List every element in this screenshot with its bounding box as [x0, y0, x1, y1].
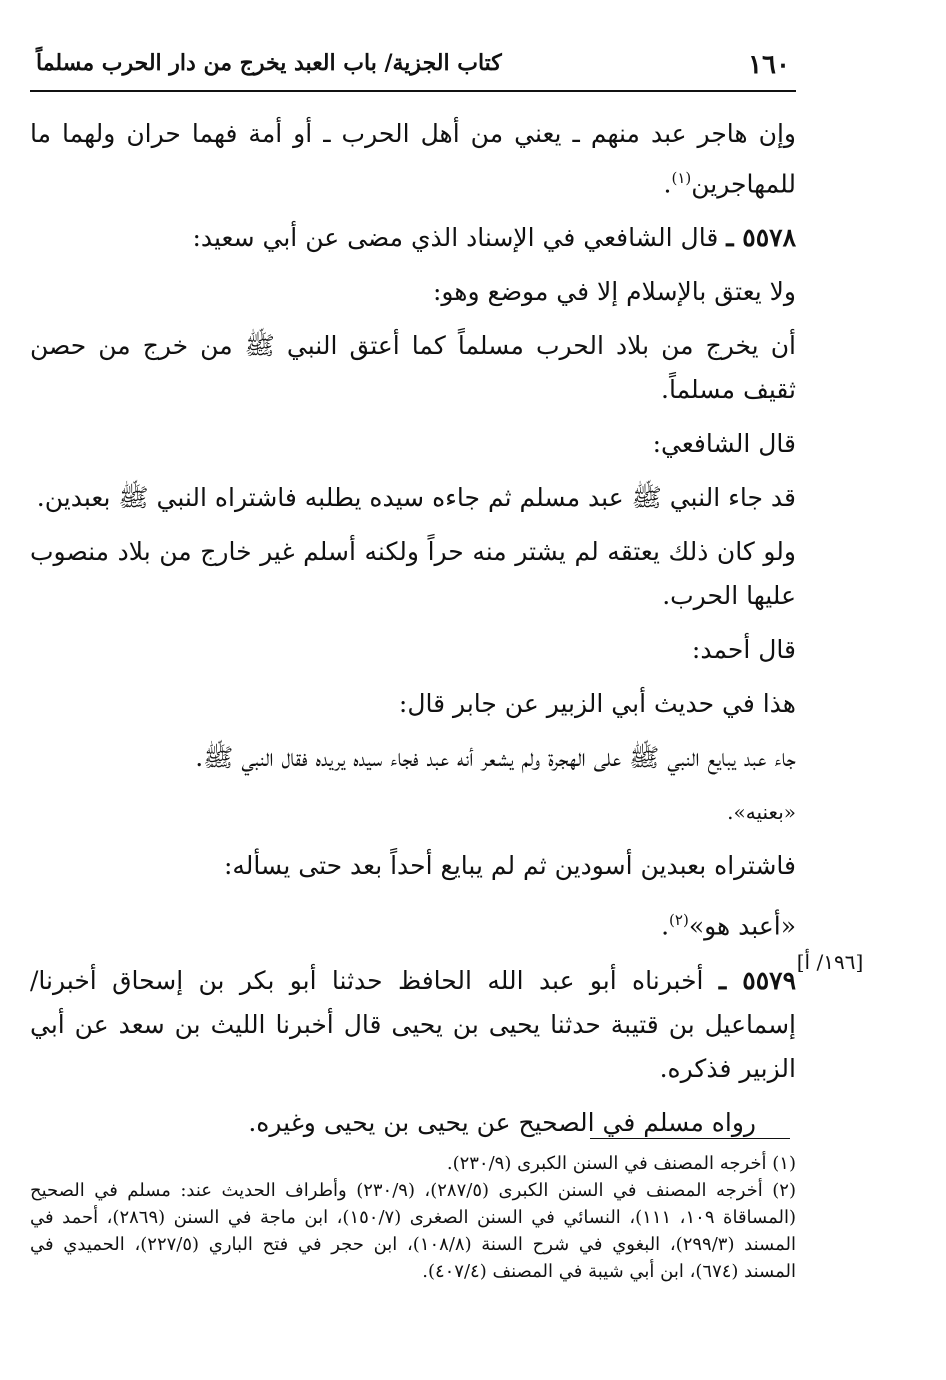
page-header: [30, 38, 796, 92]
footnote-1: (١) أخرجه المصنف في السنن الكبرى (٢٣٠/٩).: [446, 1153, 796, 1174]
paragraph-bought: فاشتراه بعبدين أسودين ثم لم يبايع أحداً بعد حتى يسأله:: [223, 851, 796, 881]
paragraph-hijra-end: .: [663, 169, 672, 199]
hadith-5579: [30, 959, 796, 1091]
paragraph-two-slaves: قد جاء النبي ﷺ عبد مسلم ثم جاءه سيده يطلبه فاشتراه النبي ﷺ بعبدين.: [36, 483, 796, 513]
footnote-2: (٢) أخرجه المصنف في السنن الكبرى (٢٨٧/٥)، (٢٣٠/٩) وأطراف الحديث عند: مسلم في الصحيح (المساقاة ١٠٩، ١١١)، النسائي في السنن الصغرى (١٥٠/٧)، ابن ماجة في السنن (٢٨٦٩)، أحمد في المسند (٢٩٩/٣)، البغوي في شرح السنة (١٠٨/٨)، ابن حجر في فتح الباري (٢٢٧/٥)، الحميدي في المسند (٦٧٤)، ابن أبي شيبة في المصنف (٤٠٧/٤).: [30, 1180, 797, 1282]
main-text: [30, 112, 796, 1145]
page-number: ١٦٠: [748, 50, 790, 80]
paragraph-is-slave-text: «أعبد هو»: [688, 911, 796, 941]
paragraph-jabir: هذا في حديث أبي الزبير عن جابر قال:: [398, 689, 796, 719]
paragraph-sell-me: «بعنيه».: [727, 800, 796, 825]
paragraph-ahmad-said: قال أحمد:: [691, 635, 796, 665]
manuscript-folio-note: [١٩٦/ أ]: [796, 950, 864, 974]
footnote-separator: [590, 1138, 790, 1139]
paragraph-is-slave-end: .: [661, 911, 670, 941]
footnotes: [30, 1150, 796, 1285]
header-rule: [30, 90, 796, 92]
hadith-5578-text: قال الشافعي في الإسناد الذي مضى عن أبي سعيد:: [192, 223, 719, 253]
paragraph-is-slave: [30, 898, 796, 948]
paragraph-not-free: ولو كان ذلك يعتقه لم يشتر منه حراً ولكنه أسلم غير خارج من بلاد منصوب عليها الحرب.: [30, 537, 796, 611]
paragraph-hijra: [30, 112, 796, 206]
paragraph-shafii-said: قال الشافعي:: [652, 429, 796, 459]
hadith-number-5579: ٥٥٧٩ ـ: [718, 965, 796, 995]
footnote-ref-2: (٢): [669, 911, 689, 930]
paragraph-hijra-text: وإن هاجر عبد منهم ـ يعني من أهل الحرب ـ أو أمة فهما حران ولهما ما للمهاجرين: [30, 119, 796, 199]
hadith-5579-text: أخبرناه أبو عبد الله الحافظ حدثنا أبو بكر بن إسحاق أخبرنا/ إسماعيل بن قتيبة حدثنا يحيى بن يحيى قال أخبرنا الليث بن سعد عن أبي الزبير فذكره.: [30, 965, 796, 1083]
hadith-5578: [30, 216, 796, 260]
running-title: كتاب الجزية/ باب العبد يخرج من دار الحرب مسلماً: [36, 50, 502, 76]
footnote-ref-1: (١): [671, 169, 692, 187]
paragraph-thaqif: أن يخرج من بلاد الحرب مسلماً كما أعتق النبي ﷺ من خرج من حصن ثقيف مسلماً.: [30, 331, 796, 405]
paragraph-muslim: رواه مسلم في الصحيح عن يحيى بن يحيى وغيره.: [248, 1107, 756, 1137]
hadith-number-5578: ٥٥٧٨ ـ: [726, 223, 796, 253]
paragraph-pledge: جاء عبد يبايع النبي ﷺ على الهجرة ولم يشعر أنه عبد فجاء سيده يريده فقال النبي ﷺ.: [195, 743, 796, 773]
paragraph-emancipation: ولا يعتق بالإسلام إلا في موضع وهو:: [432, 277, 796, 307]
